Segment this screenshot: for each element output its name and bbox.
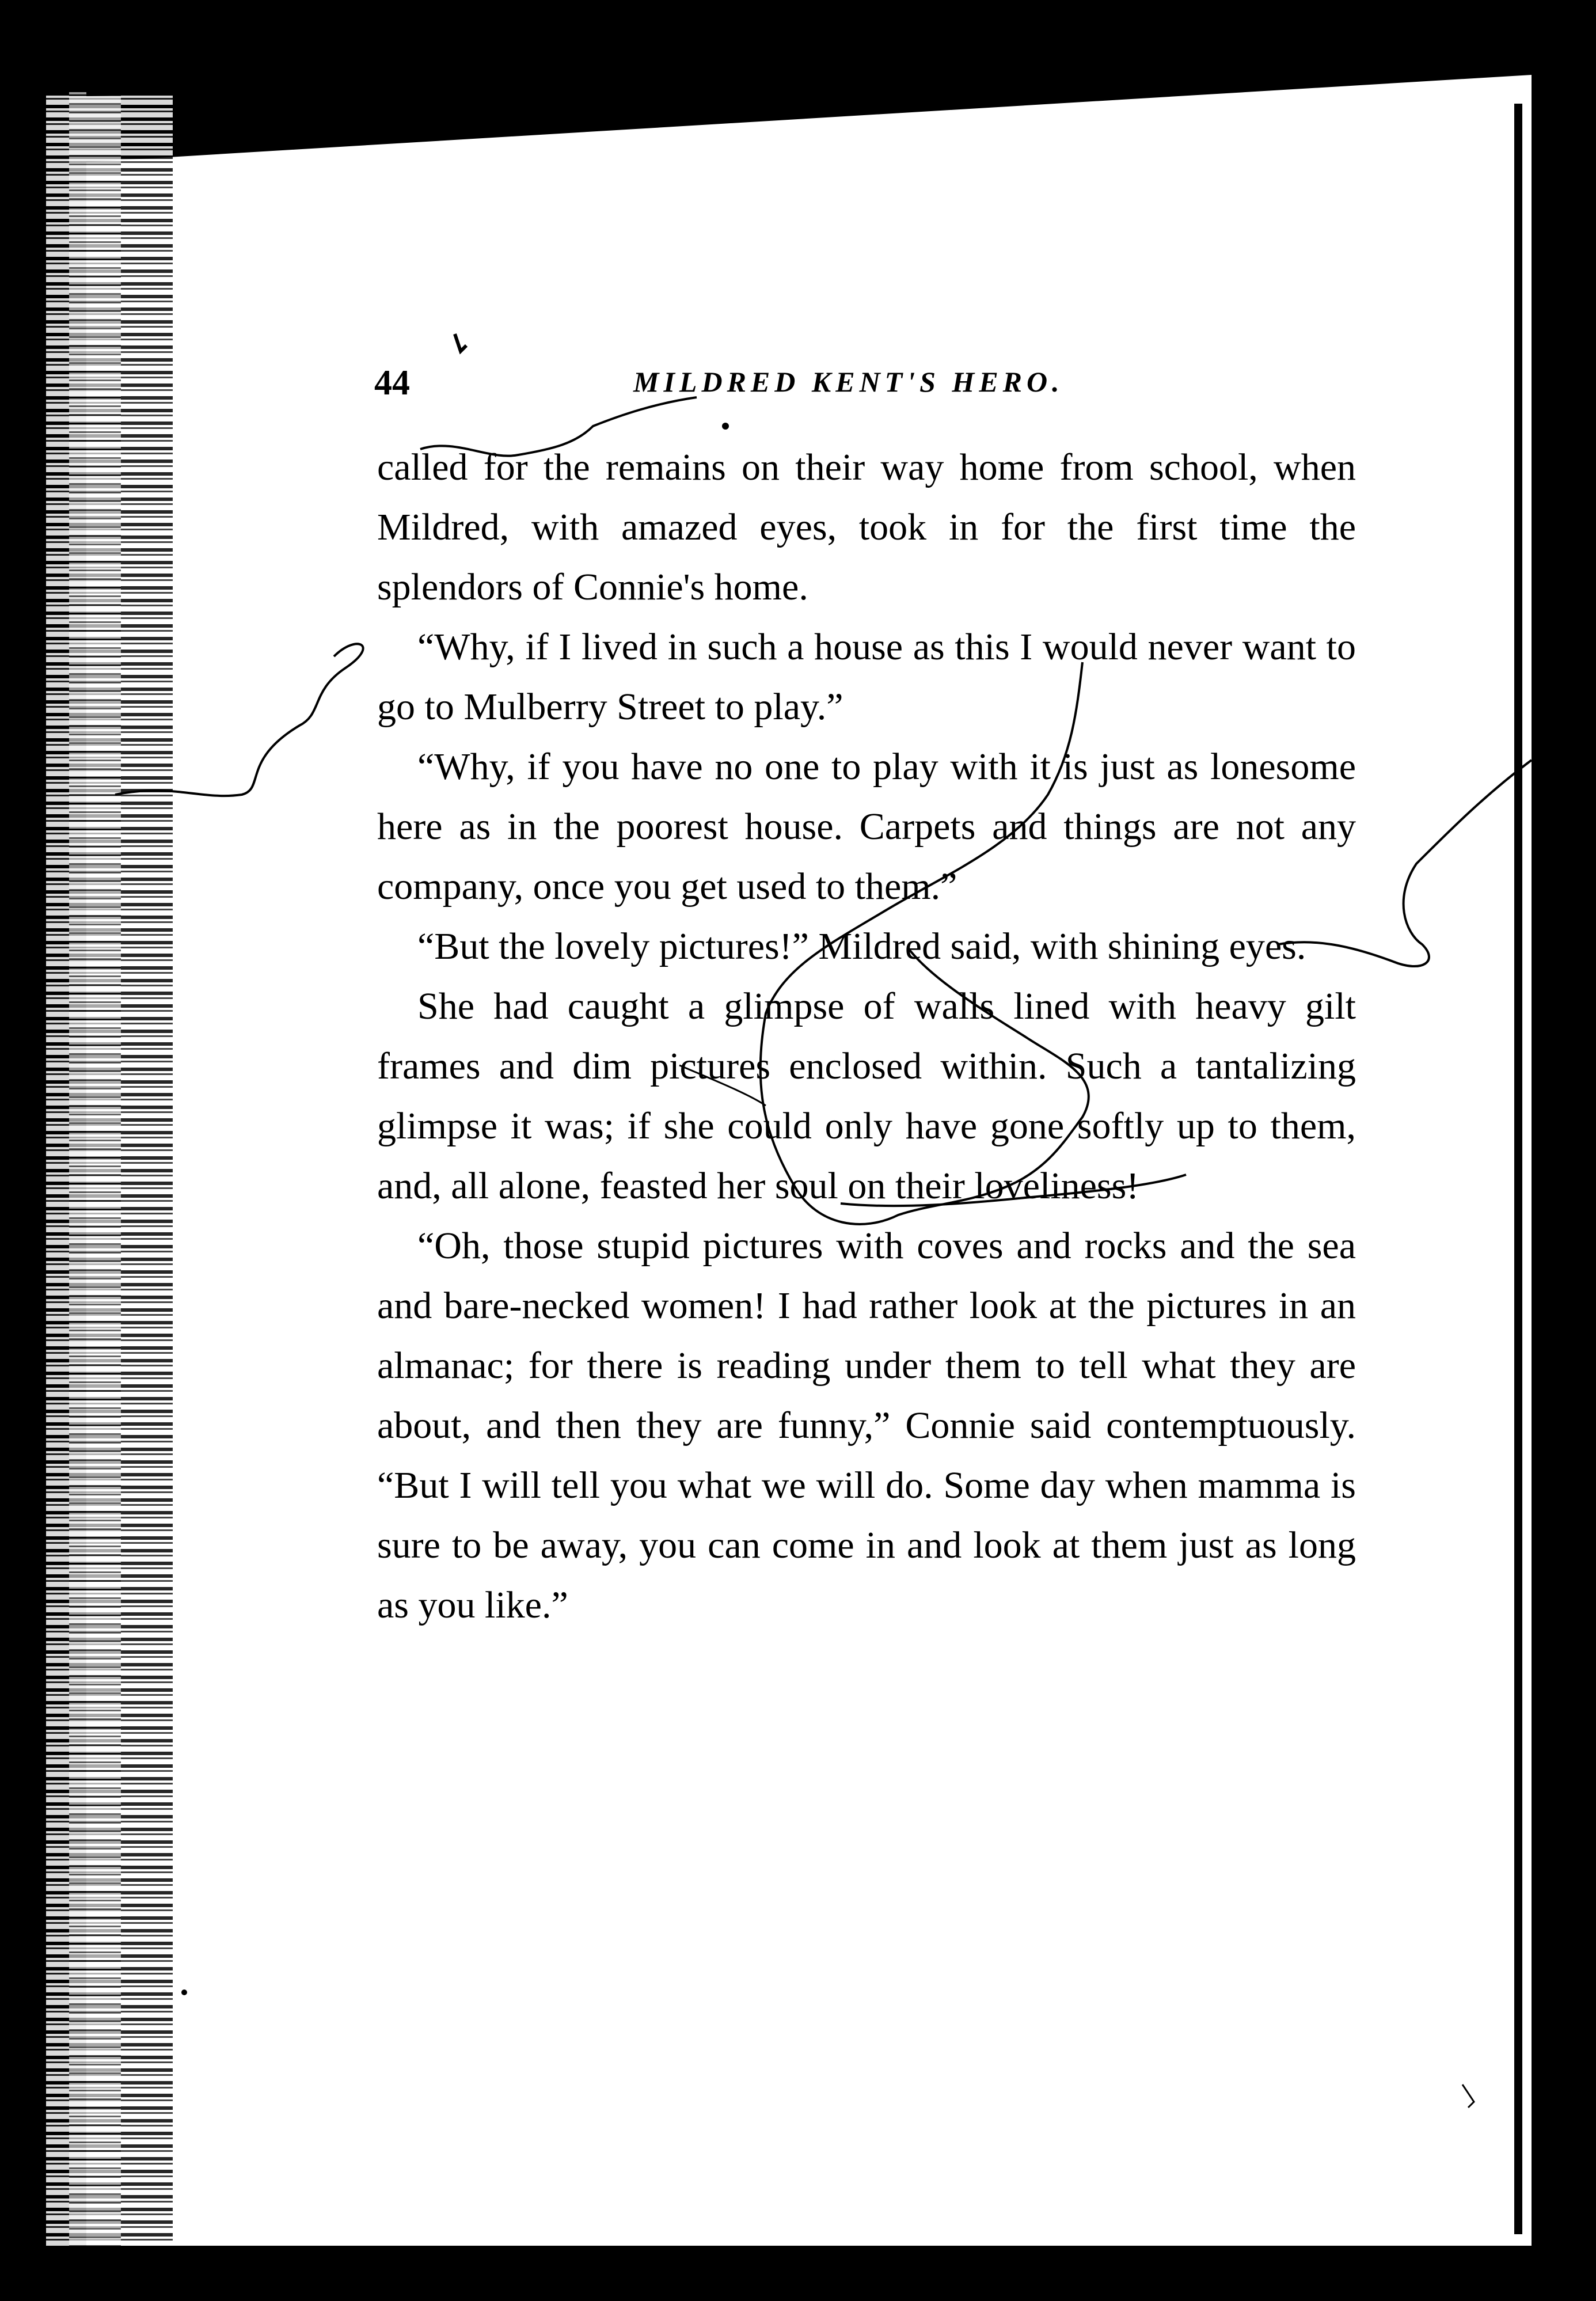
top-edge-tear [86, 58, 1532, 92]
page-header [374, 357, 1468, 415]
paragraph-2: “Why, if I lived in such a house as this I would never want to go to Mulberry Street to play.” [377, 626, 1356, 728]
bottom-dark-band [0, 2246, 1596, 2301]
right-page-edge [1514, 104, 1522, 2234]
paragraph-1: called for the remains on their way home from school, when Mildred, with amazed eyes, took in for the first time the splendors of Connie's home. [377, 446, 1356, 608]
ink-speck-2 [1552, 884, 1557, 890]
paragraph-5: She had caught a glimpse of walls lined with heavy gilt frames and dim pictures enclosed within. Such a tantalizing glimpse it was; if she could only have gone softly up to them, and, all alone, feasted her soul on their loveliness! [377, 985, 1356, 1207]
binding-edge-inner [69, 92, 121, 2257]
paragraph-4: “But the lovely pictures!” Mildred said, with shining eyes. [417, 925, 1306, 967]
running-title: MILDRED KENT'S HERO. [633, 366, 1064, 398]
paragraph-3: “Why, if you have no one to play with it is just as lonesome here as in the poorest house. Carpets and things are not any company, once you get used to them.” [377, 746, 1356, 908]
body-text [377, 438, 1356, 1635]
page-number: 44 [374, 363, 410, 403]
paragraph-6: “Oh, those stupid pictures with coves and rocks and the sea and bare-necked women! I had rather look at the pictures in an almanac; for there is reading under them to tell what they are about, and then they are funny,” Connie said contemptuously. “But I will tell you what we will do. Some day when mamma is sure to be away, you can come in and look at them just as long as you like.” [377, 1225, 1356, 1626]
